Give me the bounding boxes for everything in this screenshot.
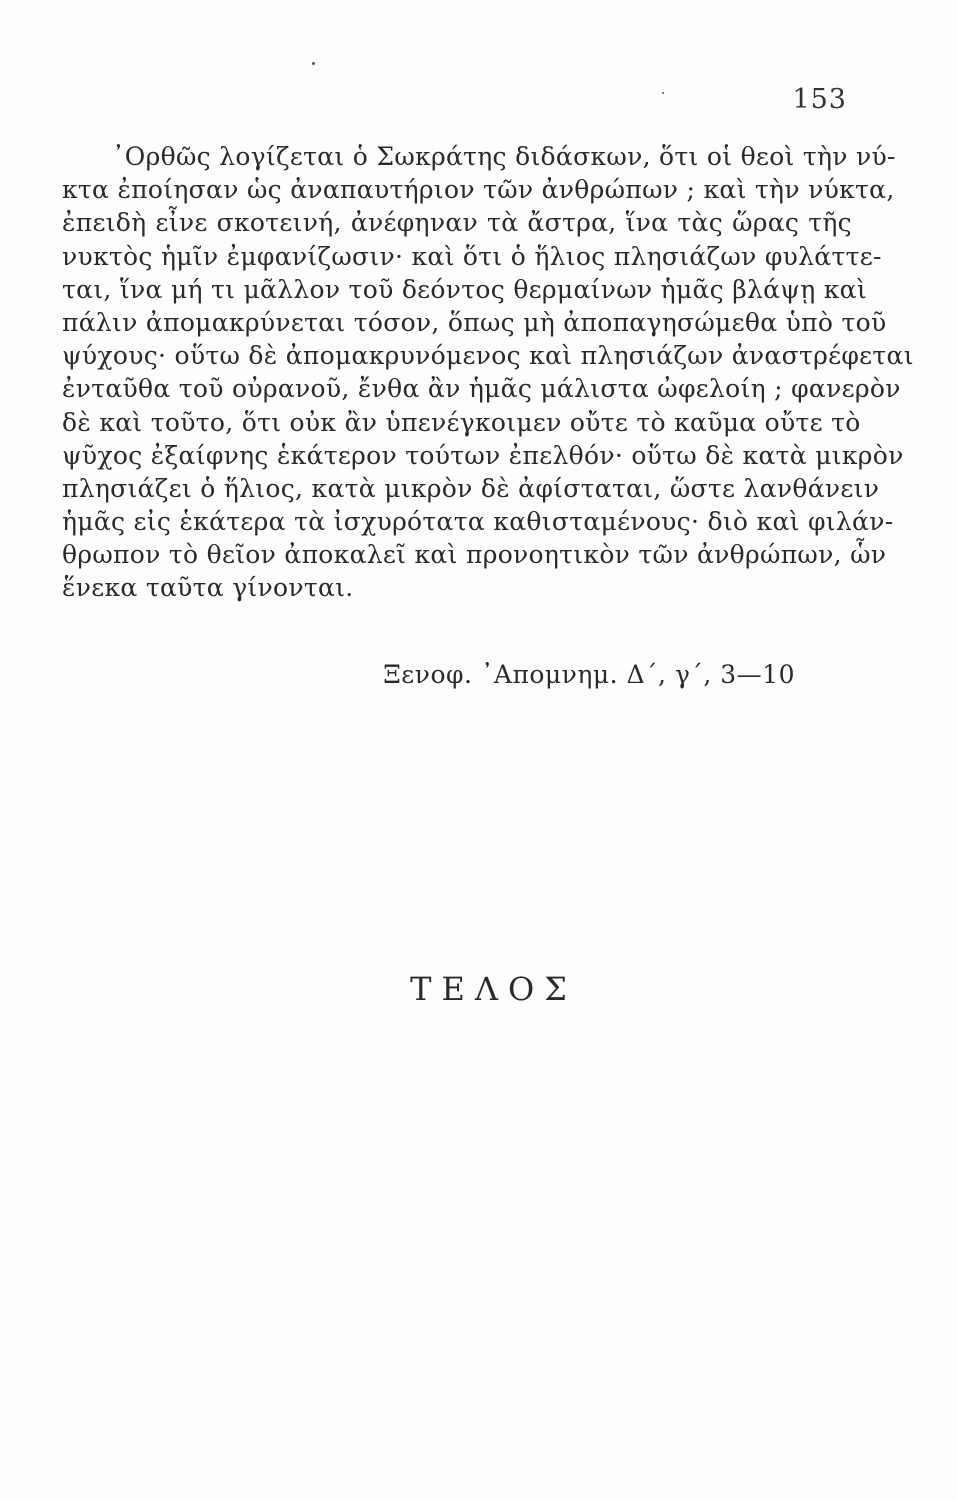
text-line: ᾽Ορθῶς λογίζεται ὁ Σωκράτης διδάσκων, ὅτι οἱ θεοὶ τὴν νύ- bbox=[112, 142, 896, 171]
page-number: 153 bbox=[792, 84, 847, 115]
text-line: ψῦχος ἐξαίφνης ἑκάτερον τούτων ἐπελθόν· οὕτω δὲ κατὰ μικρὸν bbox=[62, 440, 904, 470]
text-line: θρωπον τὸ θεῖον ἀποκαλεῖ καὶ προνοητικὸν τῶν ἀνθρώπων, ὧν bbox=[62, 540, 887, 570]
passage bbox=[62, 140, 914, 605]
source-citation: Ξενοφ. ᾽Απομνημ. Δ΄, γ΄, 3—10 bbox=[383, 660, 795, 689]
text-line: ἐπειδὴ εἶνε σκοτεινή, ἀνέφηναν τὰ ἄστρα, ἵνα τὰς ὥρας τῆς bbox=[62, 208, 852, 238]
text-line: νυκτὸς ἡμῖν ἐμφανίζωσιν· καὶ ὅτι ὁ ἥλιος πλησιάζων φυλάττε- bbox=[62, 241, 882, 271]
text-line: ἐνταῦθα τοῦ οὐρανοῦ, ἔνθα ἂν ἡμᾶς μάλιστα ὠφελοίη ; φανερὸν bbox=[62, 374, 901, 404]
text-line: ἡμᾶς εἰς ἑκάτερα τὰ ἰσχυρότατα καθισταμένους· διὸ καὶ φιλάν- bbox=[62, 507, 894, 537]
text-line: δὲ καὶ τοῦτο, ὅτι οὐκ ἂν ὑπενέγκοιμεν οὔτε τὸ καῦμα οὔτε τὸ bbox=[62, 407, 861, 437]
text-line: πλησιάζει ὁ ἥλιος, κατὰ μικρὸν δὲ ἀφίσταται, ὥστε λανθάνειν bbox=[62, 473, 880, 503]
text-line: πάλιν ἀπομακρύνεται τόσον, ὅπως μὴ ἀποπαγησώμεθα ὑπὸ τοῦ bbox=[62, 307, 887, 337]
text-line: ψύχους· οὕτω δὲ ἀπομακρυνόμενος καὶ πλησιάζων ἀναστρέφεται bbox=[62, 341, 914, 371]
text-line: ἕνεκα ταῦτα γίνονται. bbox=[62, 573, 354, 603]
text-line: κτα ἐποίησαν ὡς ἀναπαυτήριον τῶν ἀνθρώπων ; καὶ τὴν νύκτα, bbox=[62, 175, 895, 205]
end-mark: ΤΕΛΟΣ bbox=[410, 970, 577, 1008]
speck bbox=[662, 92, 664, 94]
speck bbox=[312, 62, 315, 65]
text-line: ται, ἵνα μή τι μᾶλλον τοῦ δεόντος θερμαίνων ἡμᾶς βλάψῃ καὶ bbox=[62, 274, 867, 304]
